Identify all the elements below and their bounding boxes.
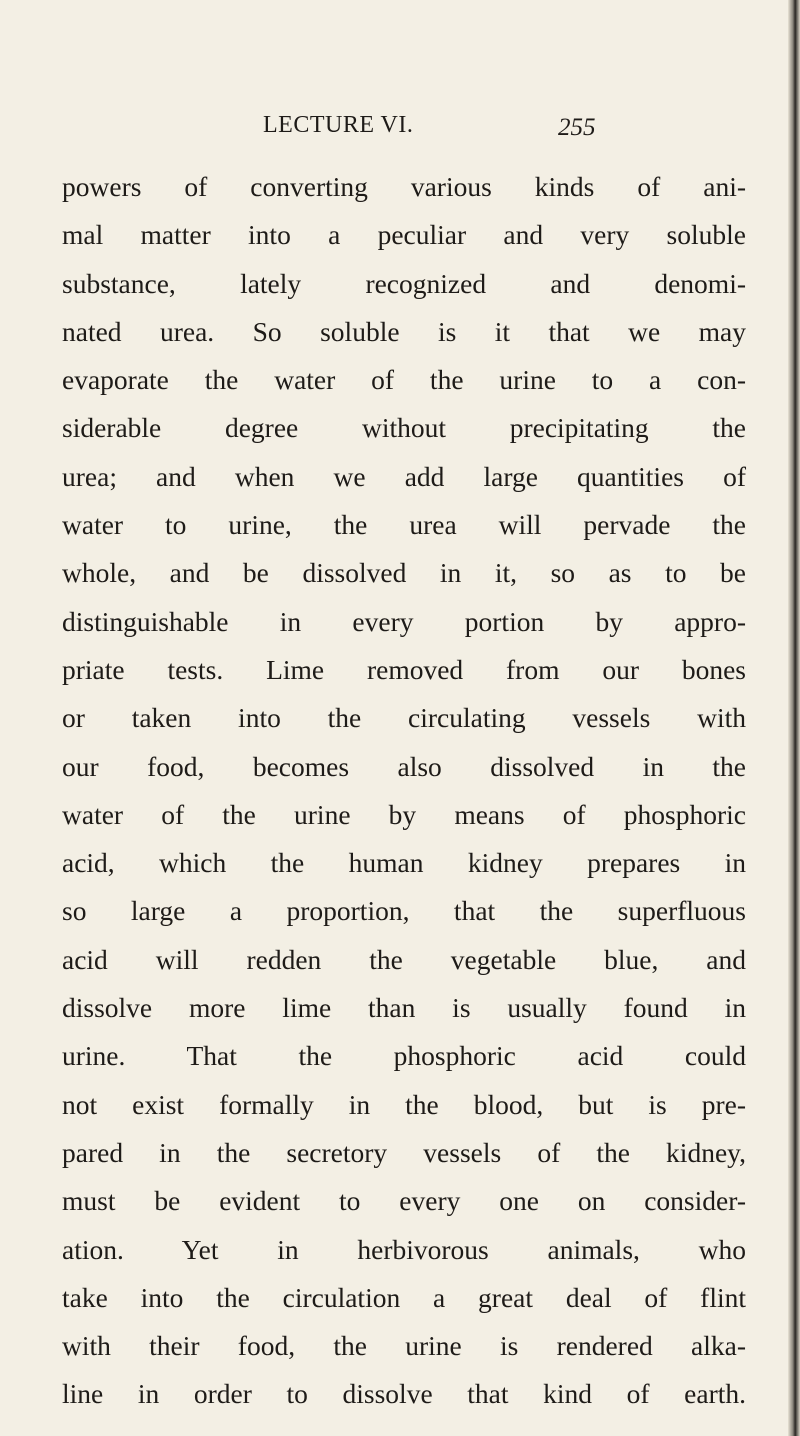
page-number: 255 xyxy=(558,114,596,141)
text-line: mal matter into a peculiar and very soluble xyxy=(62,219,746,251)
body-text xyxy=(62,163,746,1419)
text-line: or taken into the circulating vessels with xyxy=(62,702,746,734)
text-line: with their food, the urine is rendered alka- xyxy=(62,1330,746,1362)
text-line: urea; and when we add large quantities of xyxy=(62,460,746,492)
text-line: priate tests. Lime removed from our bones xyxy=(62,653,746,685)
text-line: our food, becomes also dissolved in the xyxy=(62,750,746,782)
text-line: line in order to dissolve that kind of earth. xyxy=(62,1378,746,1410)
text-line: water to urine, the urea will pervade the xyxy=(62,509,746,541)
text-line: not exist formally in the blood, but is pre- xyxy=(62,1088,746,1120)
text-line: nated urea. So soluble is it that we may xyxy=(62,315,746,347)
text-line: urine. That the phosphoric acid could xyxy=(62,1040,746,1072)
text-line: whole, and be dissolved in it, so as to be xyxy=(62,557,746,589)
text-line: must be evident to every one on consider- xyxy=(62,1185,746,1217)
text-line: distinguishable in every portion by appro- xyxy=(62,605,746,637)
text-line: acid, which the human kidney prepares in xyxy=(62,847,746,879)
text-line: ation. Yet in herbivorous animals, who xyxy=(62,1233,746,1265)
text-line: evaporate the water of the urine to a con- xyxy=(62,364,746,396)
text-line: acid will redden the vegetable blue, and xyxy=(62,943,746,975)
text-line: dissolve more lime than is usually found in xyxy=(62,992,746,1024)
text-line: so large a proportion, that the superfluous xyxy=(62,895,746,927)
text-line: take into the circulation a great deal of flint xyxy=(62,1281,746,1313)
text-line: powers of converting various kinds of ani- xyxy=(62,171,746,202)
text-line: water of the urine by means of phosphoric xyxy=(62,798,746,830)
page-edge-shadow xyxy=(788,0,800,1436)
text-line: siderable degree without precipitating the xyxy=(62,412,746,444)
text-line: substance, lately recognized and denomi- xyxy=(62,267,746,299)
text-line: pared in the secretory vessels of the kidney, xyxy=(62,1136,746,1168)
page-header xyxy=(0,112,800,152)
running-title: LECTURE VI. xyxy=(263,112,414,138)
